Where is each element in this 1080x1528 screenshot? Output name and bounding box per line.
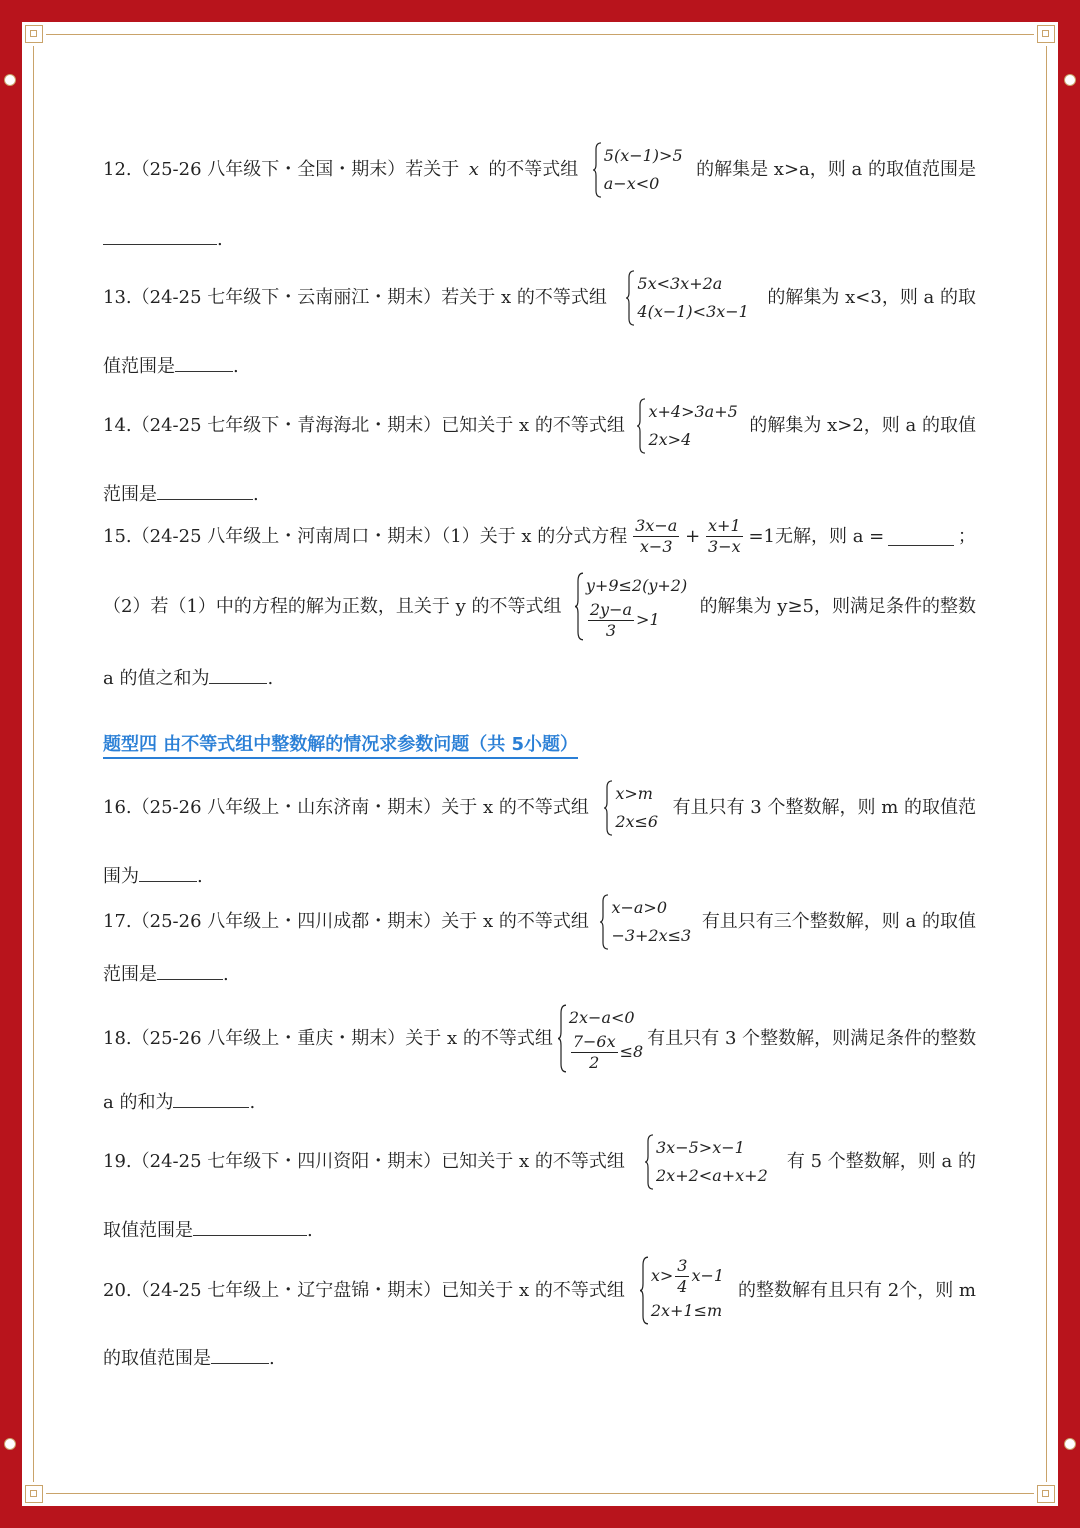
q15-fraction-2 [706, 516, 743, 557]
answer-blank[interactable] [157, 961, 223, 980]
q19-suffix: 有 5 个整数解，则 a 的 [786, 1151, 976, 1172]
q20-frac-num: 3 [677, 1256, 688, 1275]
q14-tail: . [253, 484, 259, 505]
brace-icon [639, 1256, 649, 1325]
q12-tail: . [217, 229, 223, 250]
q17-answer-line [103, 960, 229, 986]
q13-suffix: 的解集为 x<3，则 a 的取 [767, 287, 976, 308]
answer-blank[interactable] [103, 226, 217, 245]
brace-icon [644, 1134, 654, 1190]
answer-blank[interactable] [175, 353, 233, 372]
q19-line2: 取值范围是 [103, 1220, 193, 1241]
bottom-border-line [46, 1493, 1034, 1494]
question-16 [103, 780, 976, 836]
q17-line2: 范围是 [103, 964, 157, 985]
brace-icon [592, 142, 602, 198]
brace-icon [636, 398, 646, 454]
question-13 [103, 270, 976, 326]
q14-inequality-system [636, 398, 737, 454]
side-ornament-icon [4, 74, 16, 86]
q12-answer-line [103, 226, 223, 250]
left-border-line [33, 46, 34, 1482]
q15-frac2-num: x+1 [708, 516, 741, 535]
q15-gt1: >1 [636, 610, 660, 629]
q15-line2-suffix: 的解集为 y≥5，则满足条件的整数 [699, 595, 976, 617]
q18-line2: a 的和为 [103, 1092, 174, 1113]
q16-tail: . [197, 866, 203, 887]
q19-tail: . [307, 1220, 313, 1241]
q20-line2: 的取值范围是 [103, 1348, 211, 1369]
q15-tail: . [267, 668, 274, 689]
q15-fraction-1 [633, 516, 679, 557]
top-border-line [46, 34, 1034, 35]
q12-suffix: 的解集是 x>a，则 a 的取值范围是 [696, 159, 976, 180]
q16-prefix: 16.（25-26 八年级上・山东济南・期末）关于 x 的不等式组 [103, 797, 589, 818]
q20-sys1-pre: x> [650, 1266, 674, 1285]
answer-blank[interactable] [173, 1089, 249, 1108]
brace-icon [603, 780, 613, 836]
q18-tail: . [249, 1092, 256, 1113]
brace-icon [625, 270, 635, 326]
q15-plus: + [685, 525, 701, 547]
q18-le8: ≤8 [619, 1042, 644, 1061]
q14-answer-line [103, 480, 259, 506]
answer-blank[interactable] [888, 527, 954, 546]
q14-suffix: 的解集为 x>2，则 a 的取值 [749, 415, 976, 436]
corner-ornament-icon [25, 25, 43, 43]
q15-semi: ； [957, 525, 976, 547]
question-17 [103, 894, 976, 950]
q20-sys1-post: x−1 [691, 1266, 725, 1285]
q20-answer-line [103, 1344, 275, 1370]
q19-sys-line-2: 2x+2<a+x+2 [656, 1166, 768, 1185]
q19-inequality-system [644, 1134, 768, 1190]
q14-sys-line-1: x+4>3a+5 [648, 402, 738, 421]
q18-frac-den: 2 [589, 1053, 600, 1072]
corner-ornament-icon [1037, 1485, 1055, 1503]
question-15 [103, 516, 976, 557]
q15-eq: =1无解，则 a = [748, 525, 885, 547]
q15-sys-line-2 [586, 600, 687, 641]
q13-inequality-system [625, 270, 748, 326]
brace-icon [574, 572, 584, 641]
q18-answer-line [103, 1088, 255, 1114]
q12-inequality-system [592, 142, 683, 198]
q14-line2: 范围是 [103, 484, 157, 505]
q18-inequality-system [557, 1004, 643, 1073]
q20-inequality-system [639, 1256, 724, 1325]
answer-blank[interactable] [211, 1345, 269, 1364]
question-19 [103, 1134, 976, 1190]
q17-sys-line-2: −3+2x≤3 [611, 926, 692, 945]
q13-sys-line-2: 4(x−1)<3x−1 [637, 302, 749, 321]
q19-prefix: 19.（24-25 七年级下・四川资阳・期末）已知关于 x 的不等式组 [103, 1151, 625, 1172]
q15-frac3-num: 2y−a [589, 600, 633, 619]
side-ornament-icon [1064, 74, 1076, 86]
question-20 [103, 1256, 976, 1325]
q16-line2: 围为 [103, 866, 139, 887]
q15-frac1-num: 3x−a [635, 516, 678, 535]
q19-answer-line [103, 1216, 313, 1242]
section-title[interactable]: 题型四 由不等式组中整数解的情况求参数问题（共 5小题） [103, 730, 578, 759]
side-ornament-icon [4, 1438, 16, 1450]
q17-sys-line-1: x−a>0 [611, 898, 667, 917]
q18-prefix: 18.（25-26 八年级上・重庆・期末）关于 x 的不等式组 [103, 1027, 553, 1049]
q16-suffix: 有且只有 3 个整数解，则 m 的取值范 [672, 797, 976, 818]
q20-sys-line-2: 2x+1≤m [650, 1301, 723, 1320]
q12-sys-line-2: a−x<0 [603, 174, 660, 193]
q18-frac-num: 7−6x [572, 1032, 616, 1051]
side-ornament-icon [1064, 1438, 1076, 1450]
q15-line3: a 的值之和为 [103, 668, 210, 689]
q19-sys-line-1: 3x−5>x−1 [656, 1138, 745, 1157]
answer-blank[interactable] [209, 665, 267, 684]
q13-sys-line-1: 5x<3x+2a [637, 274, 723, 293]
q18-sys-line-2 [569, 1032, 643, 1073]
answer-blank[interactable] [193, 1217, 307, 1236]
q13-answer-line [103, 352, 239, 378]
q18-sys-line-1: 2x−a<0 [568, 1008, 635, 1027]
q17-inequality-system [599, 894, 691, 950]
right-border-line [1046, 46, 1047, 1482]
question-18 [103, 1004, 976, 1073]
q12-prefix: 12.（25-26 八年级下・全国・期末）若关于 [103, 159, 460, 180]
q18-suffix: 有且只有 3 个整数解，则满足条件的整数 [647, 1027, 977, 1049]
question-14 [103, 398, 976, 454]
question-15-part-2 [103, 572, 976, 641]
q13-prefix: 13.（24-25 七年级下・云南丽江・期末）若关于 x 的不等式组 [103, 287, 607, 308]
q15-answer-line [103, 664, 273, 690]
brace-icon [557, 1004, 567, 1073]
q15-prefix: 15.（24-25 八年级上・河南周口・期末）（1）关于 x 的分式方程 [103, 525, 628, 547]
answer-blank[interactable] [157, 481, 253, 500]
q20-suffix: 的整数解有且只有 2个，则 m [738, 1279, 976, 1301]
q15-line2-prefix: （2）若（1）中的方程的解为正数，且关于 y 的不等式组 [103, 595, 562, 617]
q14-prefix: 14.（24-25 七年级下・青海海北・期末）已知关于 x 的不等式组 [103, 415, 625, 436]
q12-var: x [468, 159, 479, 180]
q15-frac2-den: 3−x [708, 537, 741, 556]
q17-tail: . [223, 964, 229, 985]
q16-inequality-system [603, 780, 658, 836]
q14-sys-line-2: 2x>4 [648, 430, 692, 449]
q12-mid: 的不等式组 [488, 159, 579, 180]
corner-ornament-icon [1037, 25, 1055, 43]
q16-sys-line-1: x>m [615, 784, 653, 803]
question-12 [103, 142, 976, 198]
q15-inequality-system [574, 572, 687, 641]
q20-tail: . [269, 1348, 275, 1369]
q12-sys-line-1: 5(x−1)>5 [603, 146, 683, 165]
q13-line2: 值范围是 [103, 356, 175, 377]
q17-prefix: 17.（25-26 八年级上・四川成都・期末）关于 x 的不等式组 [103, 911, 589, 932]
q16-sys-line-2: 2x≤6 [615, 812, 659, 831]
corner-ornament-icon [25, 1485, 43, 1503]
q20-prefix: 20.（24-25 七年级上・辽宁盘锦・期末）已知关于 x 的不等式组 [103, 1279, 625, 1301]
q15-frac3-den: 3 [605, 621, 617, 640]
q17-suffix: 有且只有三个整数解，则 a 的取值 [701, 911, 976, 932]
q15-sys-line-1: y+9≤2(y+2) [585, 576, 688, 595]
answer-blank[interactable] [139, 863, 197, 882]
brace-icon [599, 894, 609, 950]
q13-tail: . [233, 356, 239, 377]
q15-frac1-den: x−3 [639, 537, 673, 556]
q16-answer-line [103, 862, 203, 888]
q20-frac-den: 4 [677, 1277, 688, 1296]
q20-sys-line-1 [651, 1256, 724, 1297]
